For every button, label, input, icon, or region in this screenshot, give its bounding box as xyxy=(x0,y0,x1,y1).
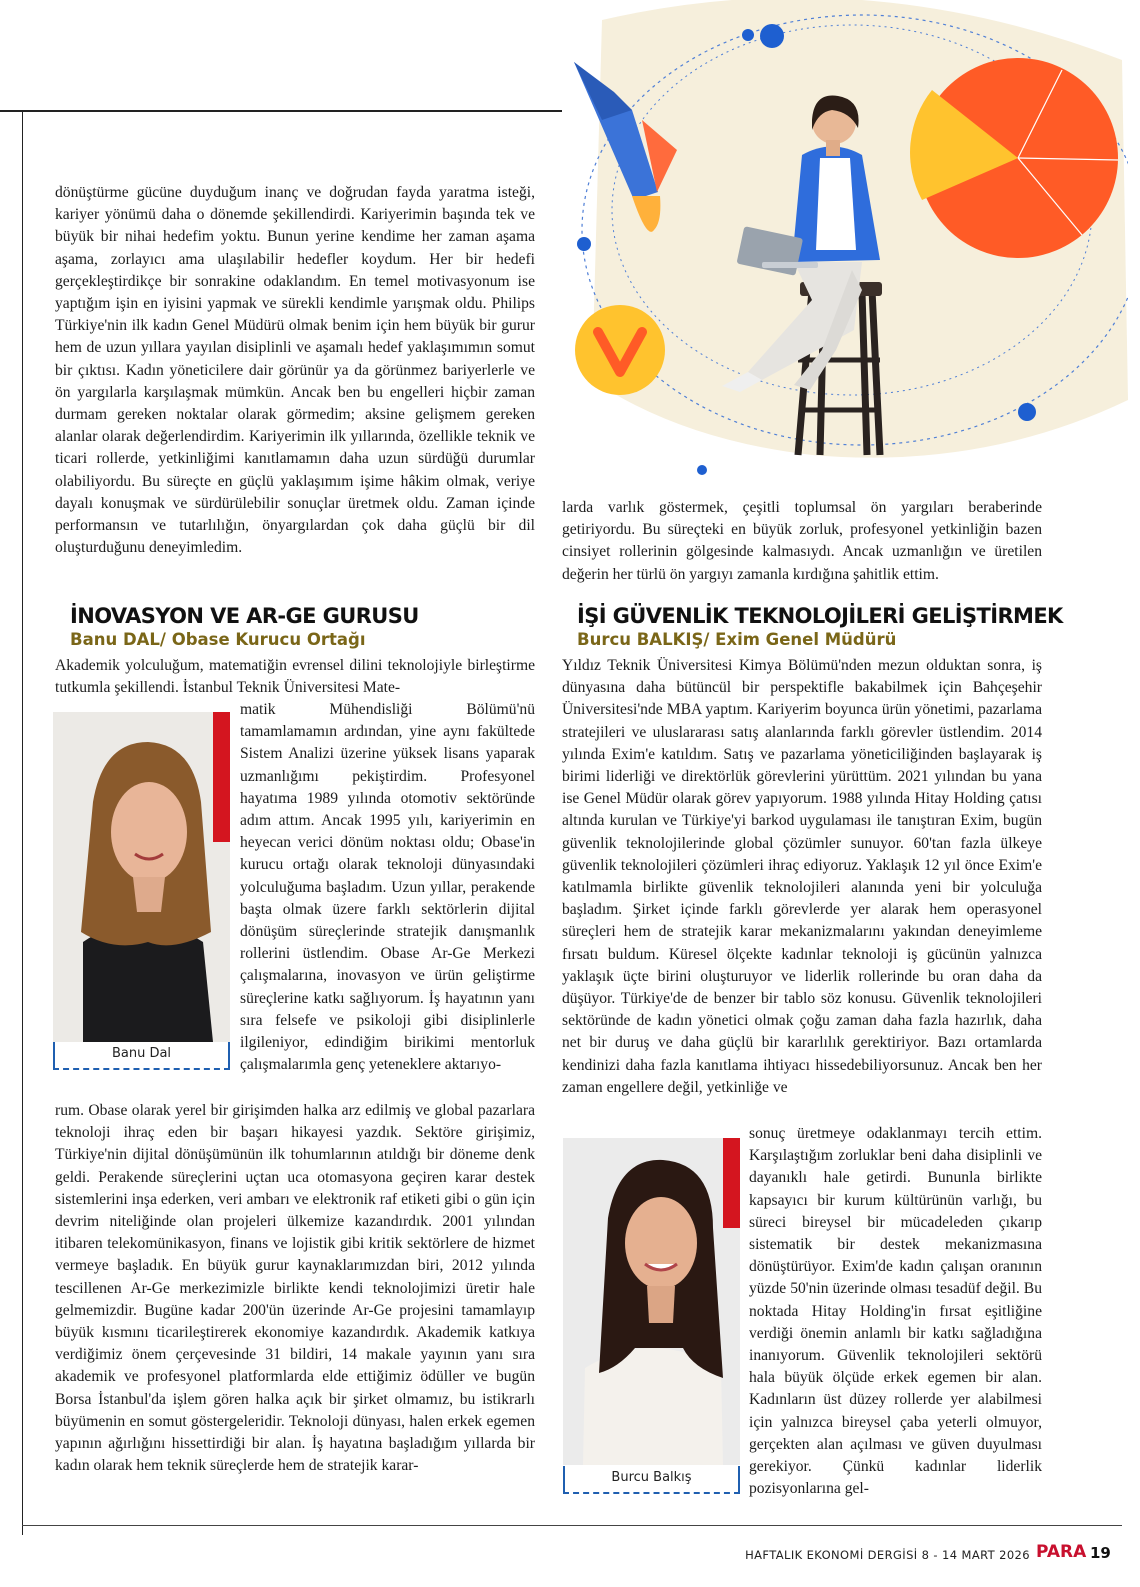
intro-text: dönüştürme gücüne duyduğum inanç ve doğrudan fayda yaratma isteği, kariyer yönümü daha o dönemde şekillendirdi. Kariyerimin başında tek ve büyük bir nihai hedefim yoktu. Bunun yerine kendime her zaman aşama aşama, zorlayıcı ama ulaşılabilir hedefler koydum. Her bir hedefi gerçekleştirdikçe bir sonrakine odaklandım. En temel motivasyonum ise yaptığım işin en iyisini yapmak ve sürekli kendimle yarışmak oldu. Philips Türkiye'nin ilk kadın Genel Müdürü olmak benim için hem büyük bir gurur hem de uzun yıllara yayılan disiplinli ve aşamalı hedef yaklaşımımın somut bir çıktısı. Kadın yöneticilere dair görünür ya da görünmez bariyerlerle ve ön yargılarla karşılaşmak mümkün. Ancak ben bu engelleri hiçbir zaman durmam gereken noktalar olarak görmedim; aksine gelişmem gereken alanlar olarak değerlendirdim. Kariyerimin ilk yıllarında, özellikle teknik ve ticari rollerde, yetkinliğimi kanıtlamamın daha uzun sürdüğü durumlar olabiliyordu. Bu süreçte en güçlü yaklaşımım işime hâkim olmak, veriye dayalı konuşmak ve sürdürülebilir sonuçlar üretmek oldu. Zaman içinde performansın ve tutarlılığın, önyargılardan çok daha güçlü bir dil oluşturduğunu deneyimledim. xyxy=(55,184,535,557)
footer-magazine: HAFTALIK EKONOMİ DERGİSİ 8 - 14 MART 2026 xyxy=(745,1548,1030,1562)
blue-dot-large xyxy=(760,24,784,48)
portrait-banu xyxy=(53,712,230,1042)
banu-dal-photo xyxy=(53,712,230,1042)
section-right-subtitle: Burcu BALKIŞ/ Exim Genel Müdürü xyxy=(577,630,897,649)
burcu-balkis-photo xyxy=(563,1138,740,1465)
section-left-para3: rum. Obase olarak yerel bir girişimden halka arz edilmiş ve global pazarlara teknoloji ihraç eden bir başarı hikayesi yazdık. Sektöre girişimiz, Türkiye'nin dijital dönüşümünün ilk tohumlarının atıldığı bir döneme denk geldi. Perakende süreçlerini uçtan uca otomasyona geçiren karar destek sistemlerini inşa ederken, veri ambarı ve elektronik raf etiketi gibi o gün için devrim niteliğinde olan projeleri ülkemize kazandırdık. 2001 yılından itibaren telekomünikasyon, finans ve lojistik gibi kritik sektörlere de hizmet vermeye başladık. En büyük gurur kaynaklarımızdan biri, 2012 yılında tescillenen Ar-Ge merkezimizle birlikte kendi teknolojimizi üretir hale gelmemizdir. Bugüne kadar 200'ün üzerinde Ar-Ge projesini tamamlayıp büyük kısmını ticarileştirerek ekonomiye kazandırdık. Akademik katkıya verdiğimiz önem çerçevesinde 31 bildiri, 14 makale yayının yanı sıra akademik ve profesyonel platformlarda elde ettiğimiz ödüller ve bugün Borsa İstanbul'da işlem gören halka açık bir şirket olmamız, bu istikrarlı büyümenin en somut göstergeleridir. Teknoloji dünyası, halen erkek egemen yapının ağırlığını hissettirdiği bir alan. İş hayatına başladığım yıllarda bir kadın olarak hem teknik süreçlerde hem de stratejik karar- xyxy=(55,1102,535,1475)
left-margin-rule xyxy=(22,110,23,1535)
footer-brand-logo: PARA xyxy=(1036,1542,1087,1562)
mid-text: larda varlık göstermek, çeşitli toplumsal ön yargıları beraberinde getiriyordu. Bu süreçteki en büyük zorluk, profesyonel yetkinliğin bazen cinsiyet rollerinin gölgesinde kalmasıydı. Ancak uzmanlığın ve üretilen değerin her türlü ön yargıyı zamanla kırdığına şahitlik ettim. xyxy=(562,499,1042,583)
section-left-subtitle: Banu DAL/ Obase Kurucu Ortağı xyxy=(70,630,366,649)
section-right-title: İŞİ GÜVENLİK TEKNOLOJİLERİ GELİŞTİRMEK xyxy=(577,604,1063,628)
mid-column xyxy=(562,497,1042,586)
section-left-para2: matik Mühendisliği Bölümü'nü tamamlamamın ardından, yine aynı fakültede Sistem Analizi üzerine yüksek lisans yaparak uzmanlığımı pekiştirdim. Profesyonel hayatıma 1989 yılında otomotiv sektöründe adım attım. Ancak 1995 yılı, kariyerimin en heyecan verici dönüm noktası oldu; Obase'in kurucu ortağı olarak teknoloji dünyasındaki yolculuğuma başladım. Uzun yıllar, perakende başta olmak üzere farklı sektörlerin dijital dönüşüm süreçlerinde stratejik danışmanlık rollerini üstlendim. Obase Ar-Ge Merkezi çalışmalarına, inovasyon ve ürün geliştirme süreçlerine katkı sağlıyorum. İş hayatının yanı sıra felsefe ve psikoloji gibi disiplinlerle ilgileniyor, edindiğim birikimi mentorluk çalışmalarımla genç yeteneklere aktarıyo- xyxy=(240,701,535,1074)
section-right-para1: Yıldız Teknik Üniversitesi Kimya Bölümü'nden mezun olduktan sonra, iş dünyasına daha bütüncül bir perspektifle bakabilmek için Bahçeşehir Üniversitesi'nde MBA yaptım. Kariyerim boyunca ürün yönetimi, pazarlama stratejileri ve uluslararası satış alanlarında farklı görevler üstlendim. 2014 yılında Exim'e katıldım. Satış ve pazarlama yöneticiliğinden başlayarak iş birimi liderliği ve direktörlük görevlerini yürüttüm. 2021 yılından bu yana ise Genel Müdür olarak görev yapıyorum. 1988 yılında Hitay Holding çatısı altında kurulan ve Türkiye'yi barkod uygulaması ile tanıştıran Exim, bugün güvenlik teknolojilerinde global çözümler sunuyor. 60'tan fazla ülkeye güvenlik teknolojileri çözümleri ihraç ediyoruz. Yaklaşık 12 yıl önce Exim'e katılmamla birlikte güvenlik teknolojileri alanında yeni bir yolculuğa başladım. Şirket içinde farklı görevlerde yer alarak hem operasyonel süreçleri hem de stratejik karar mekanizmalarını yakından deneyimleme fırsatı buldum. Küresel ölçekte kadınlar teknoloji iş gücünün yalnızca yaklaşık üçte birini oluşturuyor ve liderlik rollerinde bu oran daha da düşüyor. Türkiye'de de benzer bir tablo söz konusu. Güvenlik teknolojileri sektöründe de kadın yönetici olmak çoğu zaman daha fazla hazırlık, daha net bir duruş ve daha güçlü bir kararlılık gerektiriyor. Bazı ortamlarda kendinizi daha fazla kanıtlama ihtiyacı hissedebiliyorsunuz. Ancak ben her zaman engellere değil, yetkinliğe ve xyxy=(562,657,1042,1096)
hero-illustration xyxy=(562,0,1128,490)
section-left-para1: Akademik yolculuğum, matematiğin evrensel dilini teknolojiyle birleştirme tutkumla şekillendi. İstanbul Teknik Üniversitesi Mate- xyxy=(55,657,535,697)
page-number: 19 xyxy=(1090,1544,1111,1562)
section-left-title: İNOVASYON VE AR-GE GURUSU xyxy=(70,604,419,628)
check-badge-icon xyxy=(575,305,665,395)
intro-column xyxy=(55,182,535,559)
portrait-burcu xyxy=(563,1138,740,1465)
banu-dal-caption: Banu Dal xyxy=(53,1042,230,1070)
top-rule xyxy=(0,110,563,112)
burcu-balkis-caption: Burcu Balkış xyxy=(563,1466,740,1494)
bottom-rule xyxy=(22,1525,1122,1526)
section-right-para2: sonuç üretmeye odaklanmayı tercih ettim. Karşılaştığım zorluklar beni daha disiplinli ve dayanıklı hale getirdi. Bununla birlikte kapsayıcı bir kurum kültürünün varlığı, bu süreci bireysel bir mücadeleden çıkarıp sistematik bir destek mekanizmasına dönüştürüyor. Exim'de kadın çalışan oranının yüzde 50'nin üzerinde olması tesadüf değil. Bu noktada Hitay Holding'in fırsat eşitliğine verdiği önemin anlamlı bir katkı sağladığına inanıyorum. Güvenlik teknolojileri sektörü hala büyük ölçüde erkek egemen bir alan. Kadınların üst düzey rollerde yer alabilmesi için yalnızca bireysel çaba yeterli olmuyor, gerçekten alan açılması ve güven duyulması gerekiyor. Çünkü kadınlar liderlik pozisyonlarına gel- xyxy=(749,1125,1042,1498)
